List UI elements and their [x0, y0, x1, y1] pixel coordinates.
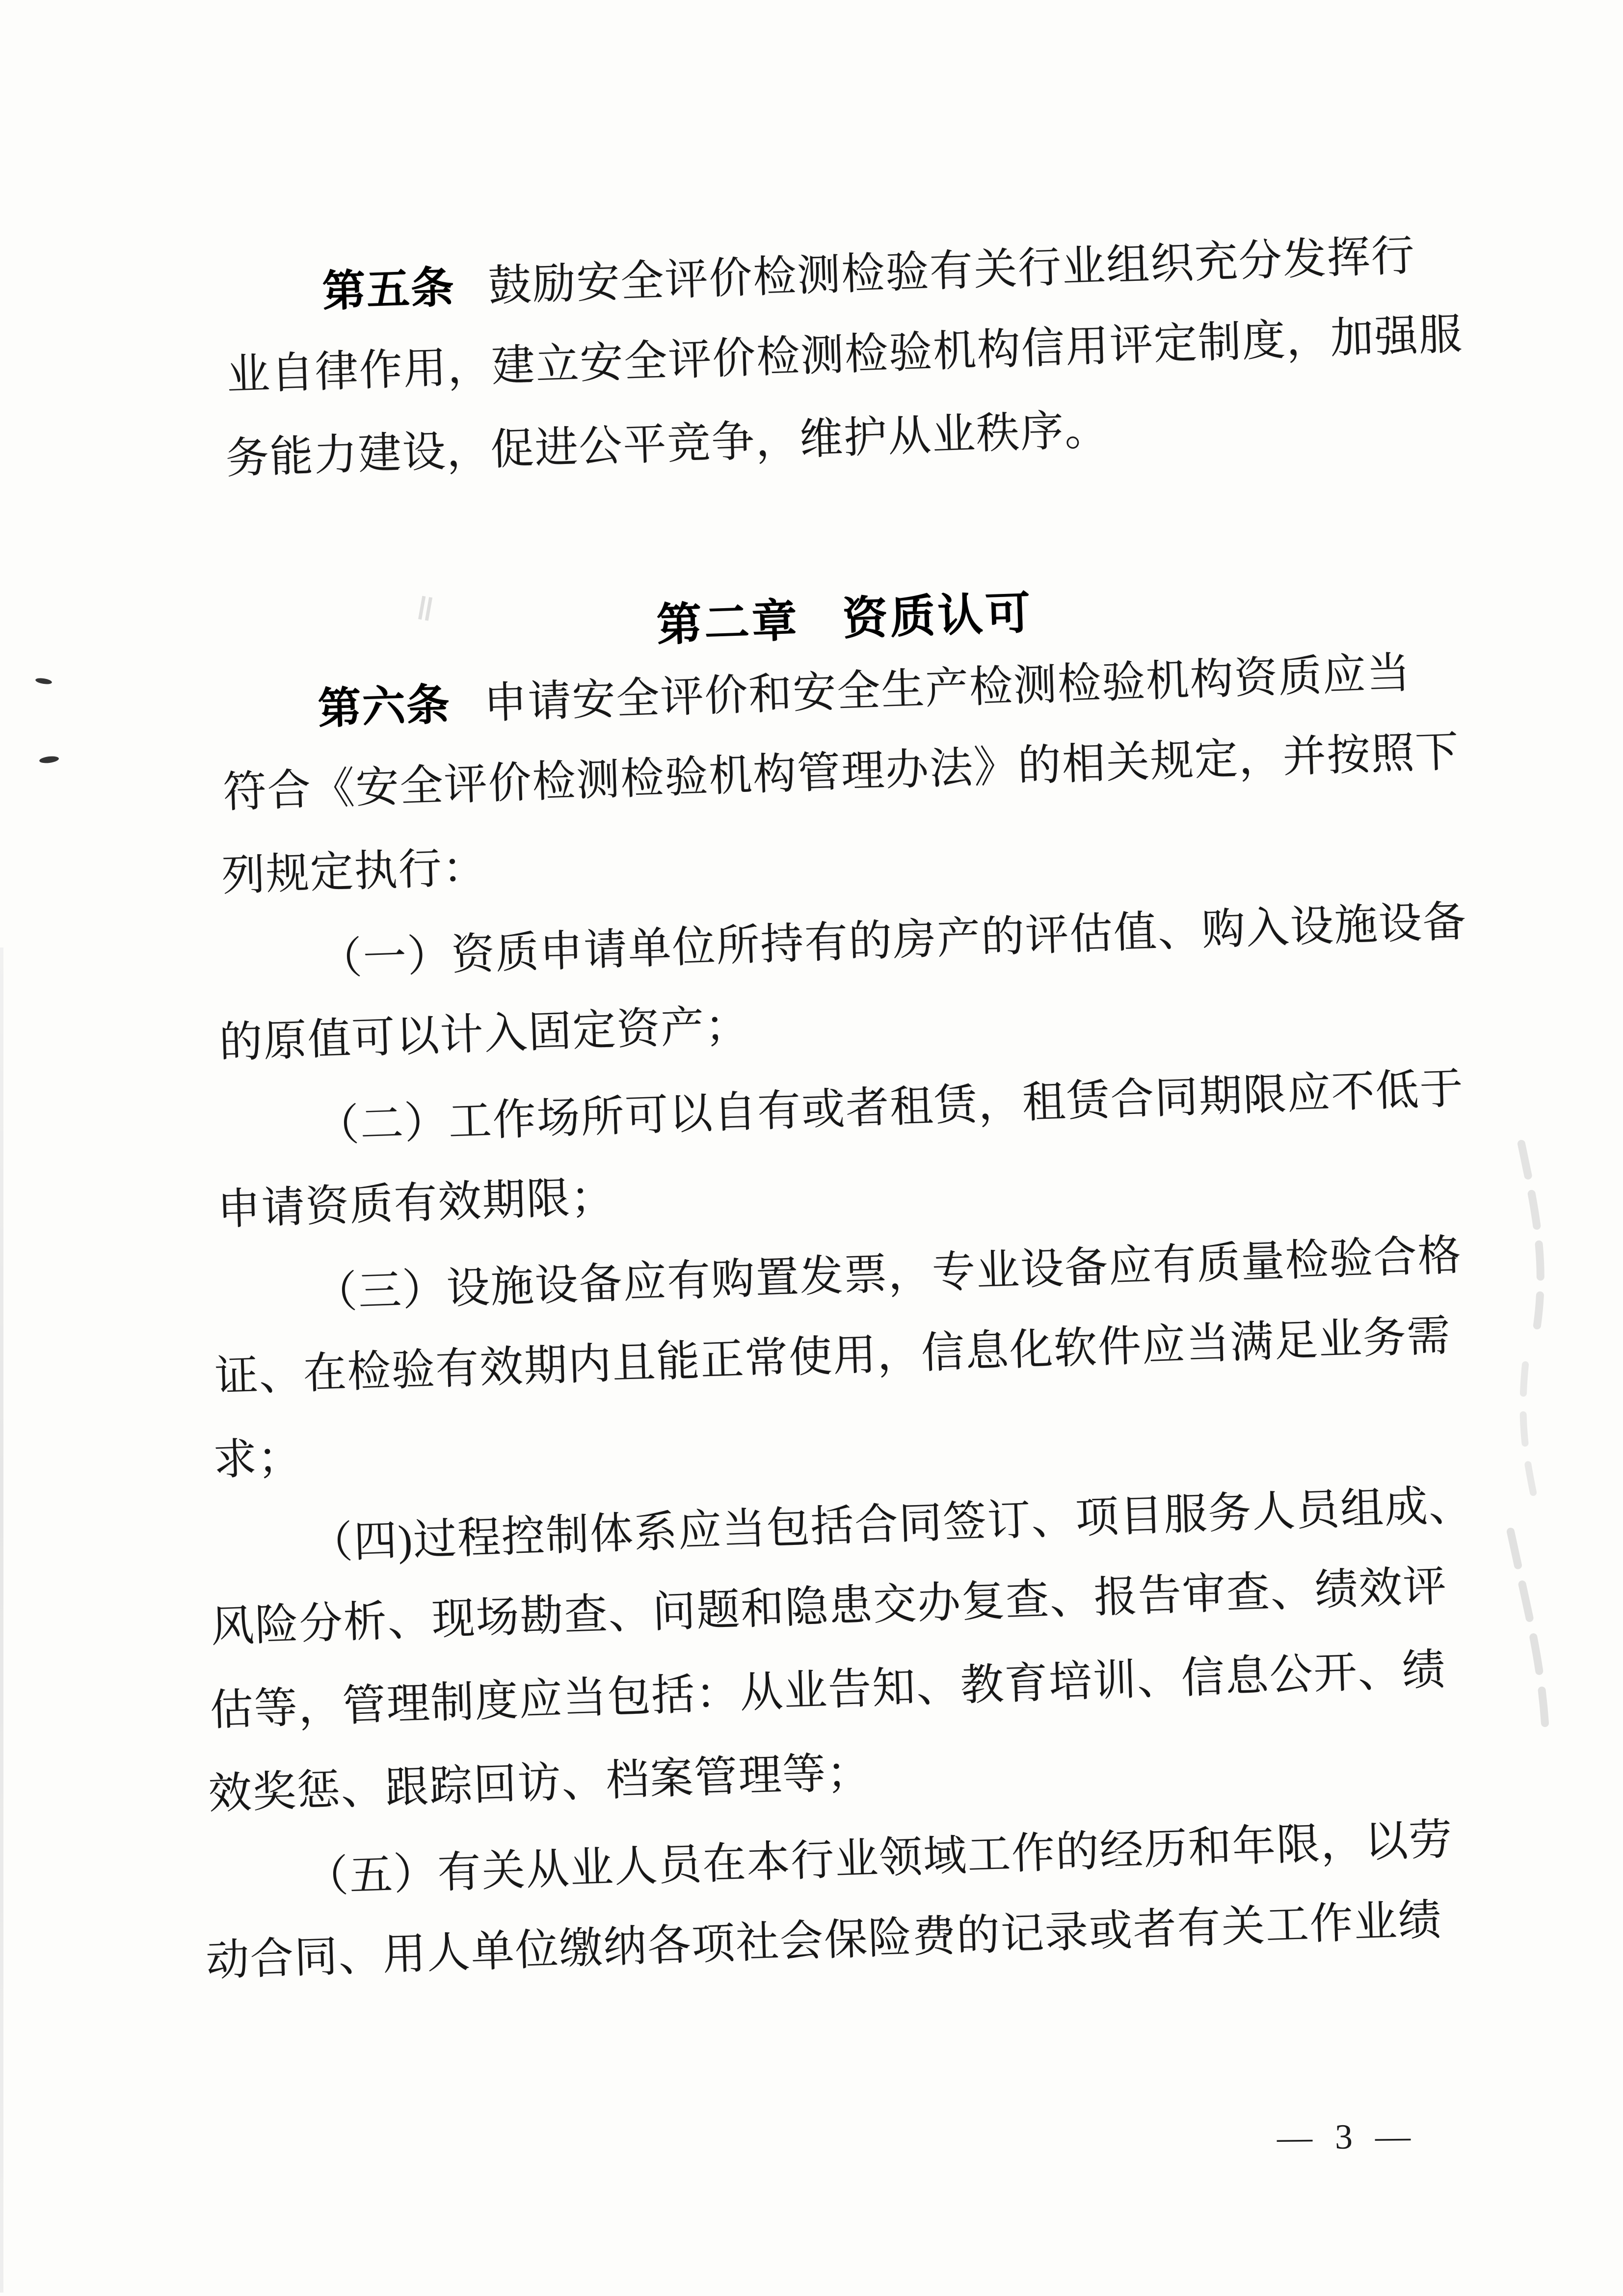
item-1-line-2: 的原值可以计入固定资产； — [218, 1002, 750, 1067]
article-6-line-1 — [317, 649, 1412, 733]
article-6-term: 第六条 — [317, 681, 452, 733]
item-5-line-2: 动合同、用人单位缴纳各项社会保险费的记录或者有关工作业绩 — [205, 1896, 1443, 1985]
scan-tick-mark — [418, 596, 437, 621]
item-5-line-1: （五）有关从业人员在本行业领域工作的经历和年限，以劳 — [304, 1816, 1454, 1902]
item-2-line-1: （二）工作场所可以自有或者租赁，租赁合同期限应不低于 — [315, 1065, 1465, 1151]
item-2-line-2: 申请资质有效期限； — [216, 1173, 616, 1234]
item-1-line-1: （一）资质申请单位所持有的房产的评估值、购入设施设备 — [318, 898, 1468, 984]
article-5-line-1 — [321, 232, 1416, 316]
chapter-2-heading — [656, 588, 1034, 650]
chapter-heading-gap — [800, 634, 843, 636]
ink-speck — [35, 677, 52, 685]
item-4-line-4: 效奖惩、跟踪回访、档案管理等； — [208, 1749, 872, 1818]
page-number: — 3 — — [1277, 2116, 1418, 2157]
article-5-text-1: 鼓励安全评价检测检验有关行业组织充分发挥行 — [487, 232, 1416, 311]
item-4-line-1: （四)过程控制体系应当包括合同签订、项目服务人员组成、 — [309, 1482, 1474, 1568]
page-edge-shadow — [0, 947, 3, 2293]
article-6-line-3: 列规定执行： — [221, 844, 488, 900]
paper-crease-mark — [1487, 1109, 1595, 1777]
article-6-text-1: 申请安全评价和安全生产检测检验机构资质应当 — [483, 649, 1412, 728]
item-3-line-3: 求； — [213, 1434, 303, 1485]
item-4-line-3: 估等，管理制度应当包括：从业告知、教育培训、信息公开、绩 — [209, 1646, 1447, 1735]
article-5-term: 第五条 — [321, 264, 456, 316]
chapter-number: 第二章 — [656, 595, 800, 650]
article-5-line-3: 务能力建设，促进公平竞争，维护从业秩序。 — [225, 406, 1110, 483]
article-6-line-2: 符合《安全评价检测检验机构管理办法》的相关规定，并按照下 — [222, 728, 1461, 817]
item-3-line-1: （三）设施设备应有购置发票，专业设备应有质量检验合格 — [313, 1232, 1463, 1318]
item-3-line-2: 证、在检验有效期内且能正常使用，信息化软件应当满足业务需 — [214, 1312, 1452, 1401]
article-5-line-2: 业自律作用，建立安全评价检测检验机构信用评定制度，加强服 — [226, 311, 1464, 400]
item-4-line-2: 风险分析、现场勘查、问题和隐患交办复查、报告审查、绩效评 — [210, 1563, 1448, 1651]
ink-speck — [39, 756, 59, 764]
chapter-title: 资质认可 — [842, 588, 1034, 645]
